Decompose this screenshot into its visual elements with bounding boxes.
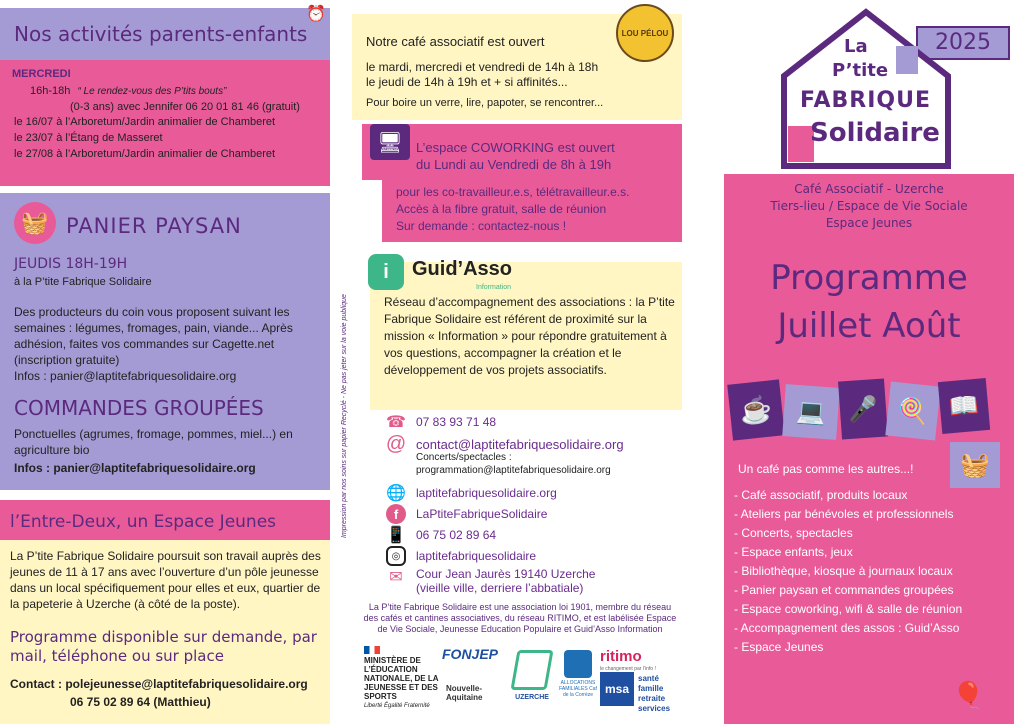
- service-item: - Ateliers par bénévoles et professionnels: [734, 507, 954, 521]
- activities-title: Nos activités parents-enfants: [14, 22, 308, 46]
- cafe-line-2: le jeudi de 14h à 19h et + si affinités...: [366, 75, 568, 89]
- uzerche-logo-text: UZERCHE: [515, 694, 549, 701]
- caf-mark-icon: [564, 650, 592, 678]
- coworking-line-1: pour les co-travailleur.e.s, télétravailleur.e.s.: [396, 185, 630, 199]
- cafe-title: Notre café associatif est ouvert: [366, 34, 545, 49]
- caf-logo: [558, 650, 598, 698]
- uzerche-logo: [504, 650, 560, 701]
- commandes-infos: Infos : panier@laptitefabriquesolidaire.org: [14, 461, 256, 475]
- logo-line-1: La: [844, 36, 868, 57]
- tagline: Un café pas comme les autres...!: [738, 462, 914, 476]
- nouvelle-aquitaine-logo: Nouvelle-Aquitaine: [446, 684, 483, 702]
- coworking-line-2: Accès à la fibre gratuit, salle de réunion: [396, 202, 607, 216]
- concerts-label: Concerts/spectacles :: [416, 452, 512, 463]
- envelope-icon: ✉: [389, 569, 403, 586]
- ritimo-name: ritimo: [600, 648, 642, 665]
- subtitle-3: Espace Jeunes: [825, 216, 913, 230]
- service-item: - Espace Jeunes: [734, 640, 824, 654]
- activities-date-3: le 27/08 à l’Arboretum/Jardin animalier de Chamberet: [14, 148, 276, 160]
- contact-instagram-row[interactable]: [386, 546, 536, 566]
- logo-line-2: P’tite: [832, 60, 889, 81]
- book-icon: 📖: [938, 378, 990, 434]
- panier-title: PANIER PAYSAN: [66, 214, 242, 238]
- activity-icons-strip: [726, 378, 1014, 452]
- year-badge: 2025: [916, 26, 1010, 60]
- service-item: - Concerts, spectacles: [734, 526, 853, 540]
- ritimo-sub: le changement par l’info !: [600, 666, 656, 672]
- basket-vegetables-icon: 🧺: [950, 442, 1000, 488]
- programme-title-1: Programme: [770, 258, 968, 298]
- service-item: - Café associatif, produits locaux: [734, 488, 908, 502]
- activities-date-2: le 23/07 à l’Étang de Masseret: [14, 132, 163, 144]
- service-item: - Espace enfants, jeux: [734, 545, 853, 559]
- phone-icon: ☎: [386, 414, 406, 431]
- alarm-clock-icon: ⏰: [306, 6, 326, 23]
- coffee-cup-icon: ☕: [727, 379, 785, 440]
- computer-icon: 🖥: [370, 124, 410, 160]
- guidasso-logo-sub: Information: [476, 284, 512, 291]
- concerts-email[interactable]: programmation@laptitefabriquesolidaire.org: [416, 465, 611, 476]
- contact-facebook-row[interactable]: [386, 504, 547, 524]
- contact-facebook[interactable]: LaPtiteFabriqueSolidaire: [416, 507, 548, 521]
- globe-icon: 🌐: [386, 485, 406, 502]
- panier-description: Des producteurs du coin vous proposent suivant les semaines : légumes, fromages, pain, viande... Après adhésion, faites vos commandes sur Cagette.net (inscription gratuite): [14, 305, 293, 367]
- logo-line-3: FABRIQUE: [800, 88, 932, 113]
- activities-time-value: 16h-18h: [30, 85, 71, 97]
- contact-address-row: [386, 567, 595, 595]
- info-icon: i: [368, 254, 404, 290]
- ministere-motto: Liberté Égalité Fraternité: [364, 703, 430, 709]
- lou-pelou-logo: [616, 4, 674, 62]
- contact-phone[interactable]: 07 83 93 71 48: [416, 415, 497, 429]
- commandes-description: Ponctuelles (agrumes, fromage, pommes, miel...) en agriculture bio: [14, 427, 293, 457]
- caf-logo-text: ALLOCATIONS FAMILIALES Caf de la Corrèze: [559, 680, 597, 698]
- service-item: - Accompagnement des assos : Guid’Asso: [734, 621, 960, 635]
- jeunes-programme: Programme disponible sur demande, par mail, téléphone ou sur place: [10, 628, 317, 665]
- ministere-name: MINISTÈRE DE L’ÉDUCATION NATIONALE, DE LA JEUNESSE ET DES SPORTS: [364, 656, 439, 701]
- jeunes-title: l’Entre-Deux, un Espace Jeunes: [10, 512, 277, 532]
- contact-mobile-row[interactable]: [386, 525, 496, 545]
- basket-icon: 🧺: [14, 202, 56, 244]
- contact-phone-row[interactable]: [386, 412, 496, 432]
- service-item: - Bibliothèque, kiosque à journaux locaux: [734, 564, 953, 578]
- uzerche-mark-icon: [510, 650, 553, 690]
- services-list: [734, 486, 962, 657]
- jeunes-description: La P’tite Fabrique Solidaire poursuit son travail auprès des jeunes de 11 à 17 ans avec l’ouverture d’un pôle jeunesse dans un local spécifiquement pour elles et eux, quartier de la papeterie à Uzerche (à côté de la poste).: [10, 549, 321, 611]
- service-item: - Panier paysan et commandes groupées: [734, 583, 954, 597]
- address-line-1: Cour Jean Jaurès 19140 Uzerche: [416, 567, 596, 581]
- activities-time: [30, 84, 226, 99]
- contact-email-row[interactable]: [386, 434, 624, 454]
- contact-email[interactable]: contact@laptitefabriquesolidaire.org: [416, 436, 624, 452]
- activities-day: MERCREDI: [12, 68, 71, 80]
- activities-event-name: “ Le rendez-vous des P’tits bouts”: [77, 86, 227, 97]
- fonjep-logo: FONJEP: [442, 646, 499, 662]
- ritimo-logo: [600, 648, 656, 672]
- contact-address: [416, 567, 595, 595]
- instagram-icon: ◎: [386, 546, 406, 566]
- subtitle-1: Café Associatif - Uzerche: [794, 182, 944, 196]
- lollipop-icon: 🍭: [885, 382, 940, 441]
- coworking-hours: du Lundi au Vendredi de 8h à 19h: [416, 157, 612, 172]
- msa-logo: msa: [600, 672, 634, 706]
- address-line-2: (vieille ville, derriere l’abbatiale): [416, 581, 584, 595]
- laptop-icon: 💻: [782, 384, 839, 440]
- association-footer: La P’tite Fabrique Solidaire est une association loi 1901, membre du réseau des cafés et cantines associatives, du réseau RITIMO, et est labélisée Espace de Vie Sociale, Jeunesse Education Populaire et Guid’Asso Information: [363, 602, 677, 634]
- coworking-title: L’espace COWORKING est ouvert: [416, 140, 615, 155]
- balloons-icon: 🎈: [952, 680, 985, 710]
- jeunes-contact: Contact : polejeunesse@laptitefabriquesolidaire.org: [10, 677, 308, 691]
- jeunes-contact-phone: 06 75 02 89 64 (Matthieu): [70, 695, 211, 709]
- logo-line-4: Solidaire: [810, 118, 940, 148]
- ministere-logo: [364, 646, 444, 709]
- french-flag-icon: [364, 646, 380, 654]
- side-print-notice: Impression par nos soins sur papier Recyclé - Ne pas jeter sur la voie publique: [341, 294, 348, 538]
- house-logo: [776, 6, 956, 176]
- cafe-line-1: le mardi, mercredi et vendredi de 14h à 18h: [366, 60, 599, 74]
- microphone-icon: 🎤: [838, 378, 888, 439]
- activities-details: (0-3 ans) avec Jennifer 06 20 01 81 46 (gratuit): [70, 101, 300, 113]
- contact-mobile[interactable]: 06 75 02 89 64: [416, 528, 497, 542]
- cafe-line-3: Pour boire un verre, lire, papoter, se rencontrer...: [366, 97, 604, 109]
- coworking-line-3: Sur demande : contactez-nous !: [396, 219, 567, 233]
- service-item: - Espace coworking, wifi & salle de réunion: [734, 602, 963, 616]
- contact-website[interactable]: laptitefabriquesolidaire.org: [416, 486, 557, 500]
- lou-pelou-logo-text: LOU PÉLOU: [621, 28, 669, 38]
- subtitle-2: Tiers-lieu / Espace de Vie Sociale: [770, 199, 968, 213]
- facebook-icon: f: [386, 504, 406, 524]
- msa-subtext: santé famille retraite services: [638, 674, 671, 713]
- panier-infos: Infos : panier@laptitefabriquesolidaire.org: [14, 369, 237, 383]
- contact-website-row[interactable]: [386, 483, 557, 503]
- panier-place: à la P’tite Fabrique Solidaire: [14, 276, 152, 288]
- guidasso-logo-title: Guid’Asso: [412, 258, 513, 280]
- contact-instagram[interactable]: laptitefabriquesolidaire: [416, 549, 537, 563]
- commandes-title: COMMANDES GROUPÉES: [14, 396, 264, 420]
- panier-schedule: JEUDIS 18H-19H: [14, 256, 128, 272]
- programme-title-2: Juillet Août: [777, 306, 961, 346]
- at-sign-icon: @: [385, 432, 407, 455]
- guidasso-description: Réseau d’accompagnement des associations : la P’tite Fabrique Solidaire est référent de proximité sur la mission « Information » pour répondre gratuitement à vos questions, accompagner la création et le développement de vos projets associatifs.: [384, 295, 675, 377]
- activities-date-1: le 16/07 à l’Arboretum/Jardin animalier de Chamberet: [14, 116, 276, 128]
- mobile-phone-icon: 📱: [386, 527, 406, 544]
